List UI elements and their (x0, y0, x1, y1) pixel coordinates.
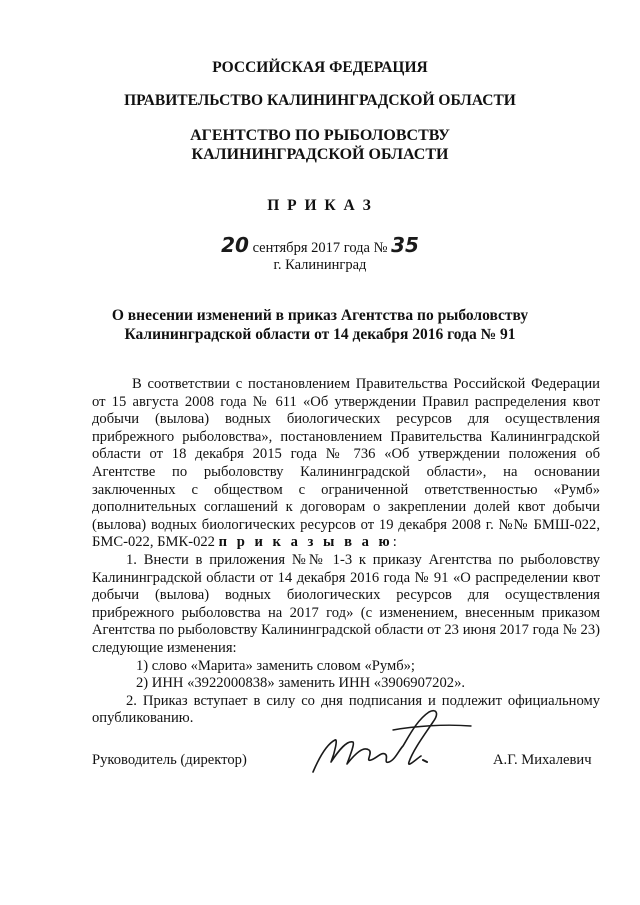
preamble-text: В соответствии с постановлением Правительства Российской Федерации от 15 августа 2008 года № 611 «Об утверждении Правил распределения квот добычи (вылова) водных биологических ресурсов для осуществления прибрежного рыболовства», постановлением Правительства Калининградской области от 18 декабря 2015 года № 736 «Об утверждении положения об Агентстве по рыболовству Калининградской области», на основании заключенных с обществом с ограниченной ответственностью «Румб» дополнительных соглашений к договорам о закреплении долей квот добычи (вылова) водных биологических ресурсов от 19 декабря 2008 г. №№ БМШ-022, БМС-022, БМК-022 (92, 376, 600, 551)
signatory-position: Руководитель (директор) (92, 752, 247, 768)
clause-1-item-2: 2) ИНН «3922000838» заменить ИНН «3906907202». (136, 675, 466, 692)
order-day-handwritten: 20 (221, 233, 249, 257)
header-agency-line1: АГЕНТСТВО ПО РЫБОЛОВСТВУ (190, 127, 450, 144)
clause-2-paragraph: 2. Приказ вступает в силу со дня подписания и подлежит официальному опубликованию. (92, 692, 600, 727)
doc-type-title: П Р И К А З (267, 197, 373, 214)
order-number-handwritten: 35 (391, 233, 419, 257)
handwritten-signature (305, 700, 475, 790)
header-country: РОССИЙСКАЯ ФЕДЕРАЦИЯ (212, 59, 428, 76)
subject-line2: Калининградской области от 14 декабря 2016 года № 91 (124, 326, 516, 343)
order-date-line (0, 233, 640, 257)
clause-1-item-1: 1) слово «Марита» заменить словом «Румб»; (136, 657, 415, 674)
order-city: г. Калининград (273, 257, 367, 273)
order-month-year: сентября 2017 года № (248, 240, 392, 256)
signatory-name: А.Г. Михалевич (493, 752, 592, 768)
header-government: ПРАВИТЕЛЬСТВО КАЛИНИНГРАДСКОЙ ОБЛАСТИ (124, 92, 516, 109)
preamble-paragraph (92, 376, 600, 552)
header-agency-line2: КАЛИНИНГРАДСКОЙ ОБЛАСТИ (191, 146, 449, 163)
subject-line1: О внесении изменений в приказ Агентства по рыболовству (111, 307, 529, 324)
order-colon: : (392, 534, 397, 551)
order-body (92, 376, 600, 728)
order-word: п р и к а з ы в а ю (218, 534, 393, 551)
clause-1-paragraph: 1. Внести в приложения №№ 1-3 к приказу Агентства по рыболовству Калининградской области от 14 декабря 2016 года № 91 «О распределении квот добычи (вылова) водных биологических ресурсов для осуществления прибрежного рыболовства на 2017 год» (с изменением, внесенным приказом Агентства по рыболовству Калининградской области от 23 июня 2017 года № 23) следующие изменения: (92, 551, 600, 656)
